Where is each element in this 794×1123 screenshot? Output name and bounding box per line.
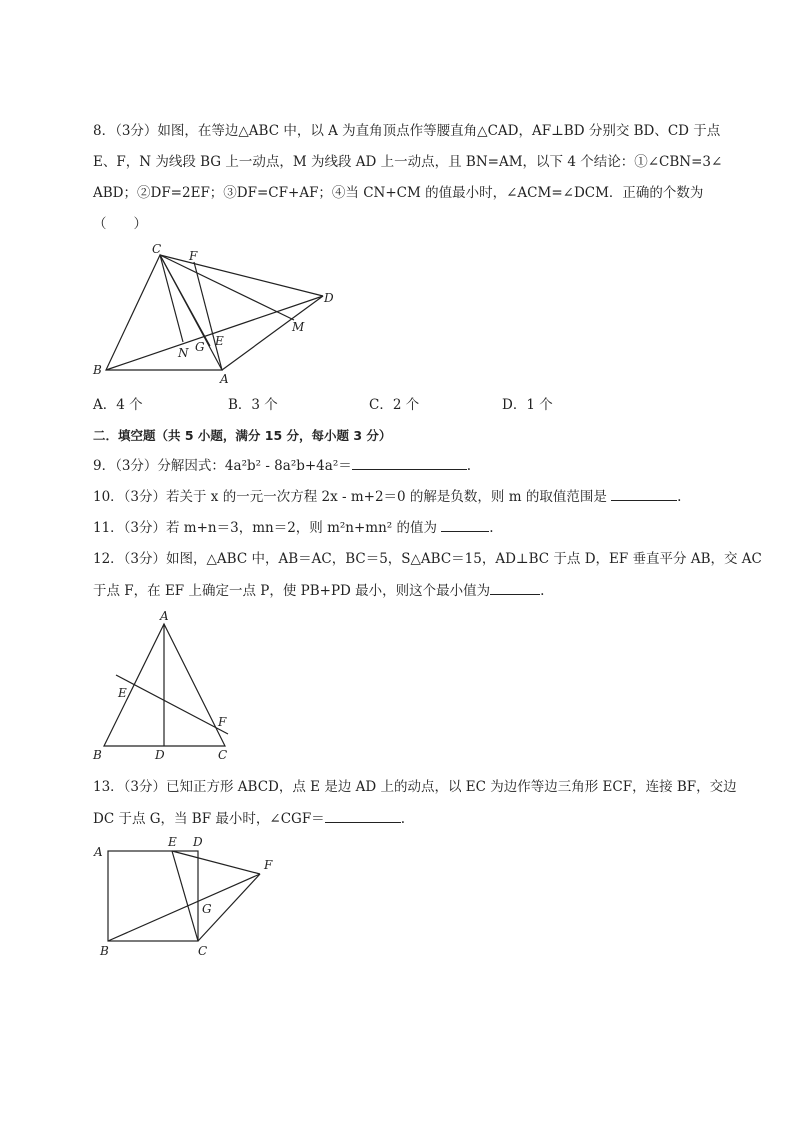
q9-text: 9．（3分）分解因式：4a²b² - 8a²b+4a²＝ xyxy=(93,458,352,474)
q8-option-c: C．2 个 xyxy=(369,397,420,413)
q9-answer-blank[interactable] xyxy=(352,455,467,470)
q13-line-1: 13．（3分）已知正方形 ABCD，点 E 是边 AD 上的动点，以 EC 为边作等边三角形 ECF，连接 BF，交边 xyxy=(93,779,737,795)
q10 xyxy=(93,486,681,507)
q11-text: 11．（3分）若 m+n＝3，mn＝2，则 m²n+mn² 的值为 xyxy=(93,520,437,536)
q11-end: . xyxy=(489,520,494,536)
q10-answer-blank[interactable] xyxy=(611,486,677,501)
q13-label-e: E xyxy=(168,835,177,849)
q13-line-2-text: DC 于点 G，当 BF 最小时，∠CGF＝ xyxy=(93,811,325,827)
q13-label-a: A xyxy=(94,845,103,859)
q8-label-n: N xyxy=(178,346,189,360)
q12-label-b: B xyxy=(93,748,102,762)
q8-line-1: 8．（3分）如图，在等边△ABC 中，以 A 为直角顶点作等腰直角△CAD，AF⊥BD 分别交 BD、CD 于点 xyxy=(93,123,721,139)
q9-end: . xyxy=(466,458,472,474)
q8-option-d: D．1 个 xyxy=(502,397,553,413)
q12-line-2 xyxy=(93,580,544,601)
q13-label-d: D xyxy=(193,835,203,849)
q8-label-c: C xyxy=(152,242,162,256)
q12-label-a: A xyxy=(160,609,169,623)
q8-line-2: E、F，N 为线段 BG 上一动点，M 为线段 AD 上一动点，且 BN=AM，以下 4 个结论：①∠CBN=3∠ xyxy=(93,154,723,170)
q12-line-1: 12．（3分）如图，△ABC 中，AB＝AC，BC＝5，S△ABC＝15，AD⊥BC 于点 D，EF 垂直平分 AB，交 AC xyxy=(93,551,762,567)
q8-label-m: M xyxy=(292,320,305,334)
q9 xyxy=(93,455,471,476)
q13-label-f: F xyxy=(264,858,273,872)
q13-line-2 xyxy=(93,808,405,829)
q13-label-g: G xyxy=(202,902,212,916)
q11 xyxy=(93,517,494,538)
q11-answer-blank[interactable] xyxy=(441,517,489,532)
q12-label-c: C xyxy=(218,748,228,762)
section-heading: 二．填空题（共 5 小题，满分 15 分，每小题 3 分） xyxy=(93,428,392,443)
q8-figure xyxy=(88,240,348,390)
q13-figure xyxy=(88,832,278,960)
q8-label-d: D xyxy=(324,291,334,305)
q8-label-e: E xyxy=(215,334,224,348)
q8-line-3: ABD；②DF=2EF；③DF=CF+AF；④当 CN+CM 的值最小时，∠ACM=∠DCM．正确的个数为 xyxy=(93,185,704,201)
q8-line-4: （ ） xyxy=(93,216,147,232)
q12-answer-blank[interactable] xyxy=(490,580,540,595)
q8-label-b: B xyxy=(93,363,102,377)
q8-label-g: G xyxy=(195,340,205,354)
q13-label-b: B xyxy=(100,944,109,958)
q13-answer-blank[interactable] xyxy=(325,808,401,823)
q12-end: . xyxy=(540,583,545,599)
q10-end: . xyxy=(677,489,682,505)
q8-label-f: F xyxy=(189,249,198,263)
q8-option-b: B．3 个 xyxy=(228,397,278,413)
q12-figure xyxy=(88,608,248,766)
q12-line-2-text: 于点 F，在 EF 上确定一点 P，使 PB+PD 最小，则这个最小值为 xyxy=(93,583,491,599)
q13-label-c: C xyxy=(198,944,208,958)
q12-label-d: D xyxy=(155,748,165,762)
q12-label-f: F xyxy=(218,715,227,729)
q12-label-e: E xyxy=(118,686,127,700)
q8-option-a: A．4 个 xyxy=(93,397,143,413)
q8-label-a: A xyxy=(220,372,229,386)
q13-end: . xyxy=(400,811,405,827)
q10-text: 10．（3分）若关于 x 的一元一次方程 2x - m+2＝0 的解是负数，则 m 的取值范围是 xyxy=(93,489,607,505)
